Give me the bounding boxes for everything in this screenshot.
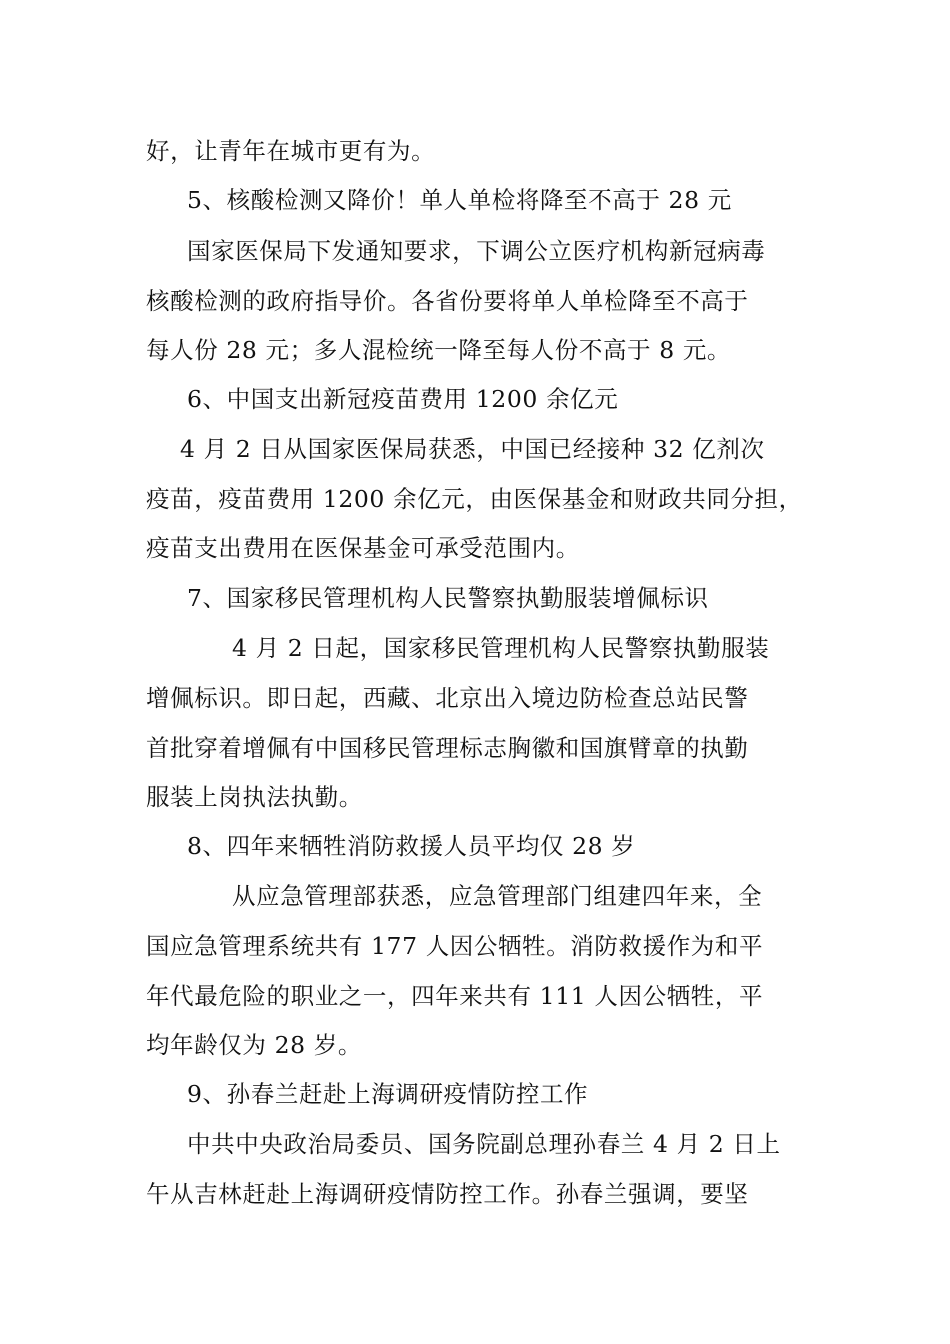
paragraph-line: 均年龄仅为 28 岁。 — [146, 1031, 362, 1059]
paragraph-line: 疫苗支出费用在医保基金可承受范围内。 — [146, 534, 580, 562]
paragraph-line: 4 月 2 日从国家医保局获悉，中国已经接种 32 亿剂次 — [180, 435, 765, 463]
paragraph-line: 核酸检测的政府指导价。各省份要将单人单检降至不高于 — [146, 287, 749, 315]
section-heading-6: 6、中国支出新冠疫苗费用 1200 余亿元 — [187, 385, 619, 413]
paragraph-line: 从应急管理部获悉，应急管理部门组建四年来，全 — [232, 882, 763, 910]
paragraph-line: 午从吉林赶赴上海调研疫情防控工作。孙春兰强调，要坚 — [146, 1180, 749, 1208]
paragraph-line: 首批穿着增佩有中国移民管理标志胸徽和国旗臂章的执勤 — [146, 734, 749, 762]
paragraph-line: 4 月 2 日起，国家移民管理机构人民警察执勤服装 — [232, 634, 770, 662]
section-heading-9: 9、孙春兰赶赴上海调研疫情防控工作 — [187, 1080, 589, 1108]
paragraph-line: 疫苗，疫苗费用 1200 余亿元，由医保基金和财政共同分担， — [146, 485, 803, 513]
paragraph-line: 年代最危险的职业之一，四年来共有 111 人因公牺牲，平 — [146, 982, 764, 1010]
paragraph-line: 好，让青年在城市更有为。 — [146, 137, 436, 165]
paragraph-line: 中共中央政治局委员、国务院副总理孙春兰 4 月 2 日上 — [187, 1130, 781, 1158]
paragraph-line: 增佩标识。即日起，西藏、北京出入境边防检查总站民警 — [146, 684, 749, 712]
paragraph-line: 服装上岗执法执勤。 — [146, 783, 363, 811]
section-heading-8: 8、四年来牺牲消防救援人员平均仅 28 岁 — [187, 832, 636, 860]
paragraph-line: 每人份 28 元；多人混检统一降至每人份不高于 8 元。 — [146, 336, 732, 364]
section-heading-7: 7、国家移民管理机构人民警察执勤服装增佩标识 — [187, 584, 709, 612]
paragraph-line: 国应急管理系统共有 177 人因公牺牲。消防救援作为和平 — [146, 932, 764, 960]
paragraph-line: 国家医保局下发通知要求，下调公立医疗机构新冠病毒 — [187, 237, 766, 265]
section-heading-5: 5、核酸检测又降价！单人单检将降至不高于 28 元 — [187, 186, 732, 214]
